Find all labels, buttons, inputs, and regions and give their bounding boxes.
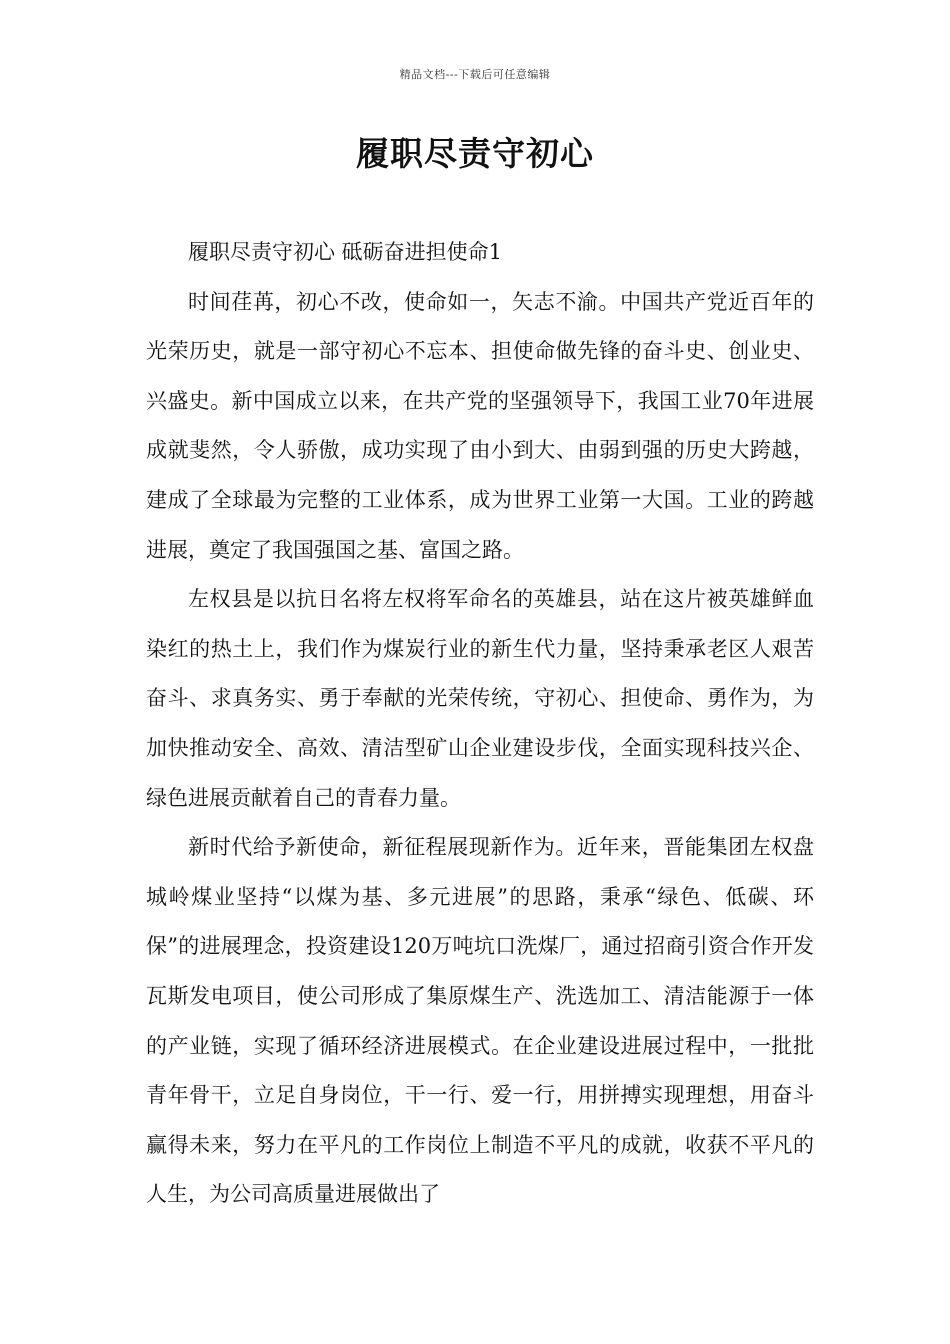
document-body — [146, 228, 814, 1220]
paragraph: 新时代给予新使命，新征程展现新作为。近年来，晋能集团左权盘城岭煤业坚持“以煤为基、多元进展”的思路，秉承“绿色、低碳、环保”的进展理念，投资建设120万吨坑口洗煤厂，通过招商引资合作开发瓦斯发电项目，使公司形成了集原煤生产、洗选加工、清洁能源于一体的产业链，实现了循环经济进展模式。在企业建设进展过程中，一批批青年骨干，立足自身岗位，干一行、爱一行，用拼搏实现理想，用奋斗赢得未来，努力在平凡的工作岗位上制造不平凡的成就，收获不平凡的人生，为公司高质量进展做出了 — [146, 835, 814, 1207]
header-note: 精品文档---下载后可任意编辑 — [399, 68, 551, 81]
document-title: 履职尽责守初心 — [356, 134, 594, 173]
paragraph: 左权县是以抗日名将左权将军命名的英雄县，站在这片被英雄鲜血染红的热土上，我们作为煤炭行业的新生代力量，坚持秉承老区人艰苦奋斗、求真务实、勇于奉献的光荣传统，守初心、担使命、勇作为，为加快推动安全、高效、清洁型矿山企业建设步伐，全面实现科技兴企、绿色进展贡献着自己的青春力量。 — [146, 587, 814, 810]
paragraph-subtitle: 履职尽责守初心 砥砺奋进担使命1 — [188, 240, 503, 264]
paragraph: 时间荏苒，初心不改，使命如一，矢志不渝。中国共产党近百年的光荣历史，就是一部守初心不忘本、担使命做先锋的奋斗史、创业史、兴盛史。新中国成立以来，在共产党的坚强领导下，我国工业70年进展成就斐然，令人骄傲，成功实现了由小到大、由弱到强的历史大跨越，建成了全球最为完整的工业体系，成为世界工业第一大国。工业的跨越进展，奠定了我国强国之基、富国之路。 — [146, 289, 814, 562]
